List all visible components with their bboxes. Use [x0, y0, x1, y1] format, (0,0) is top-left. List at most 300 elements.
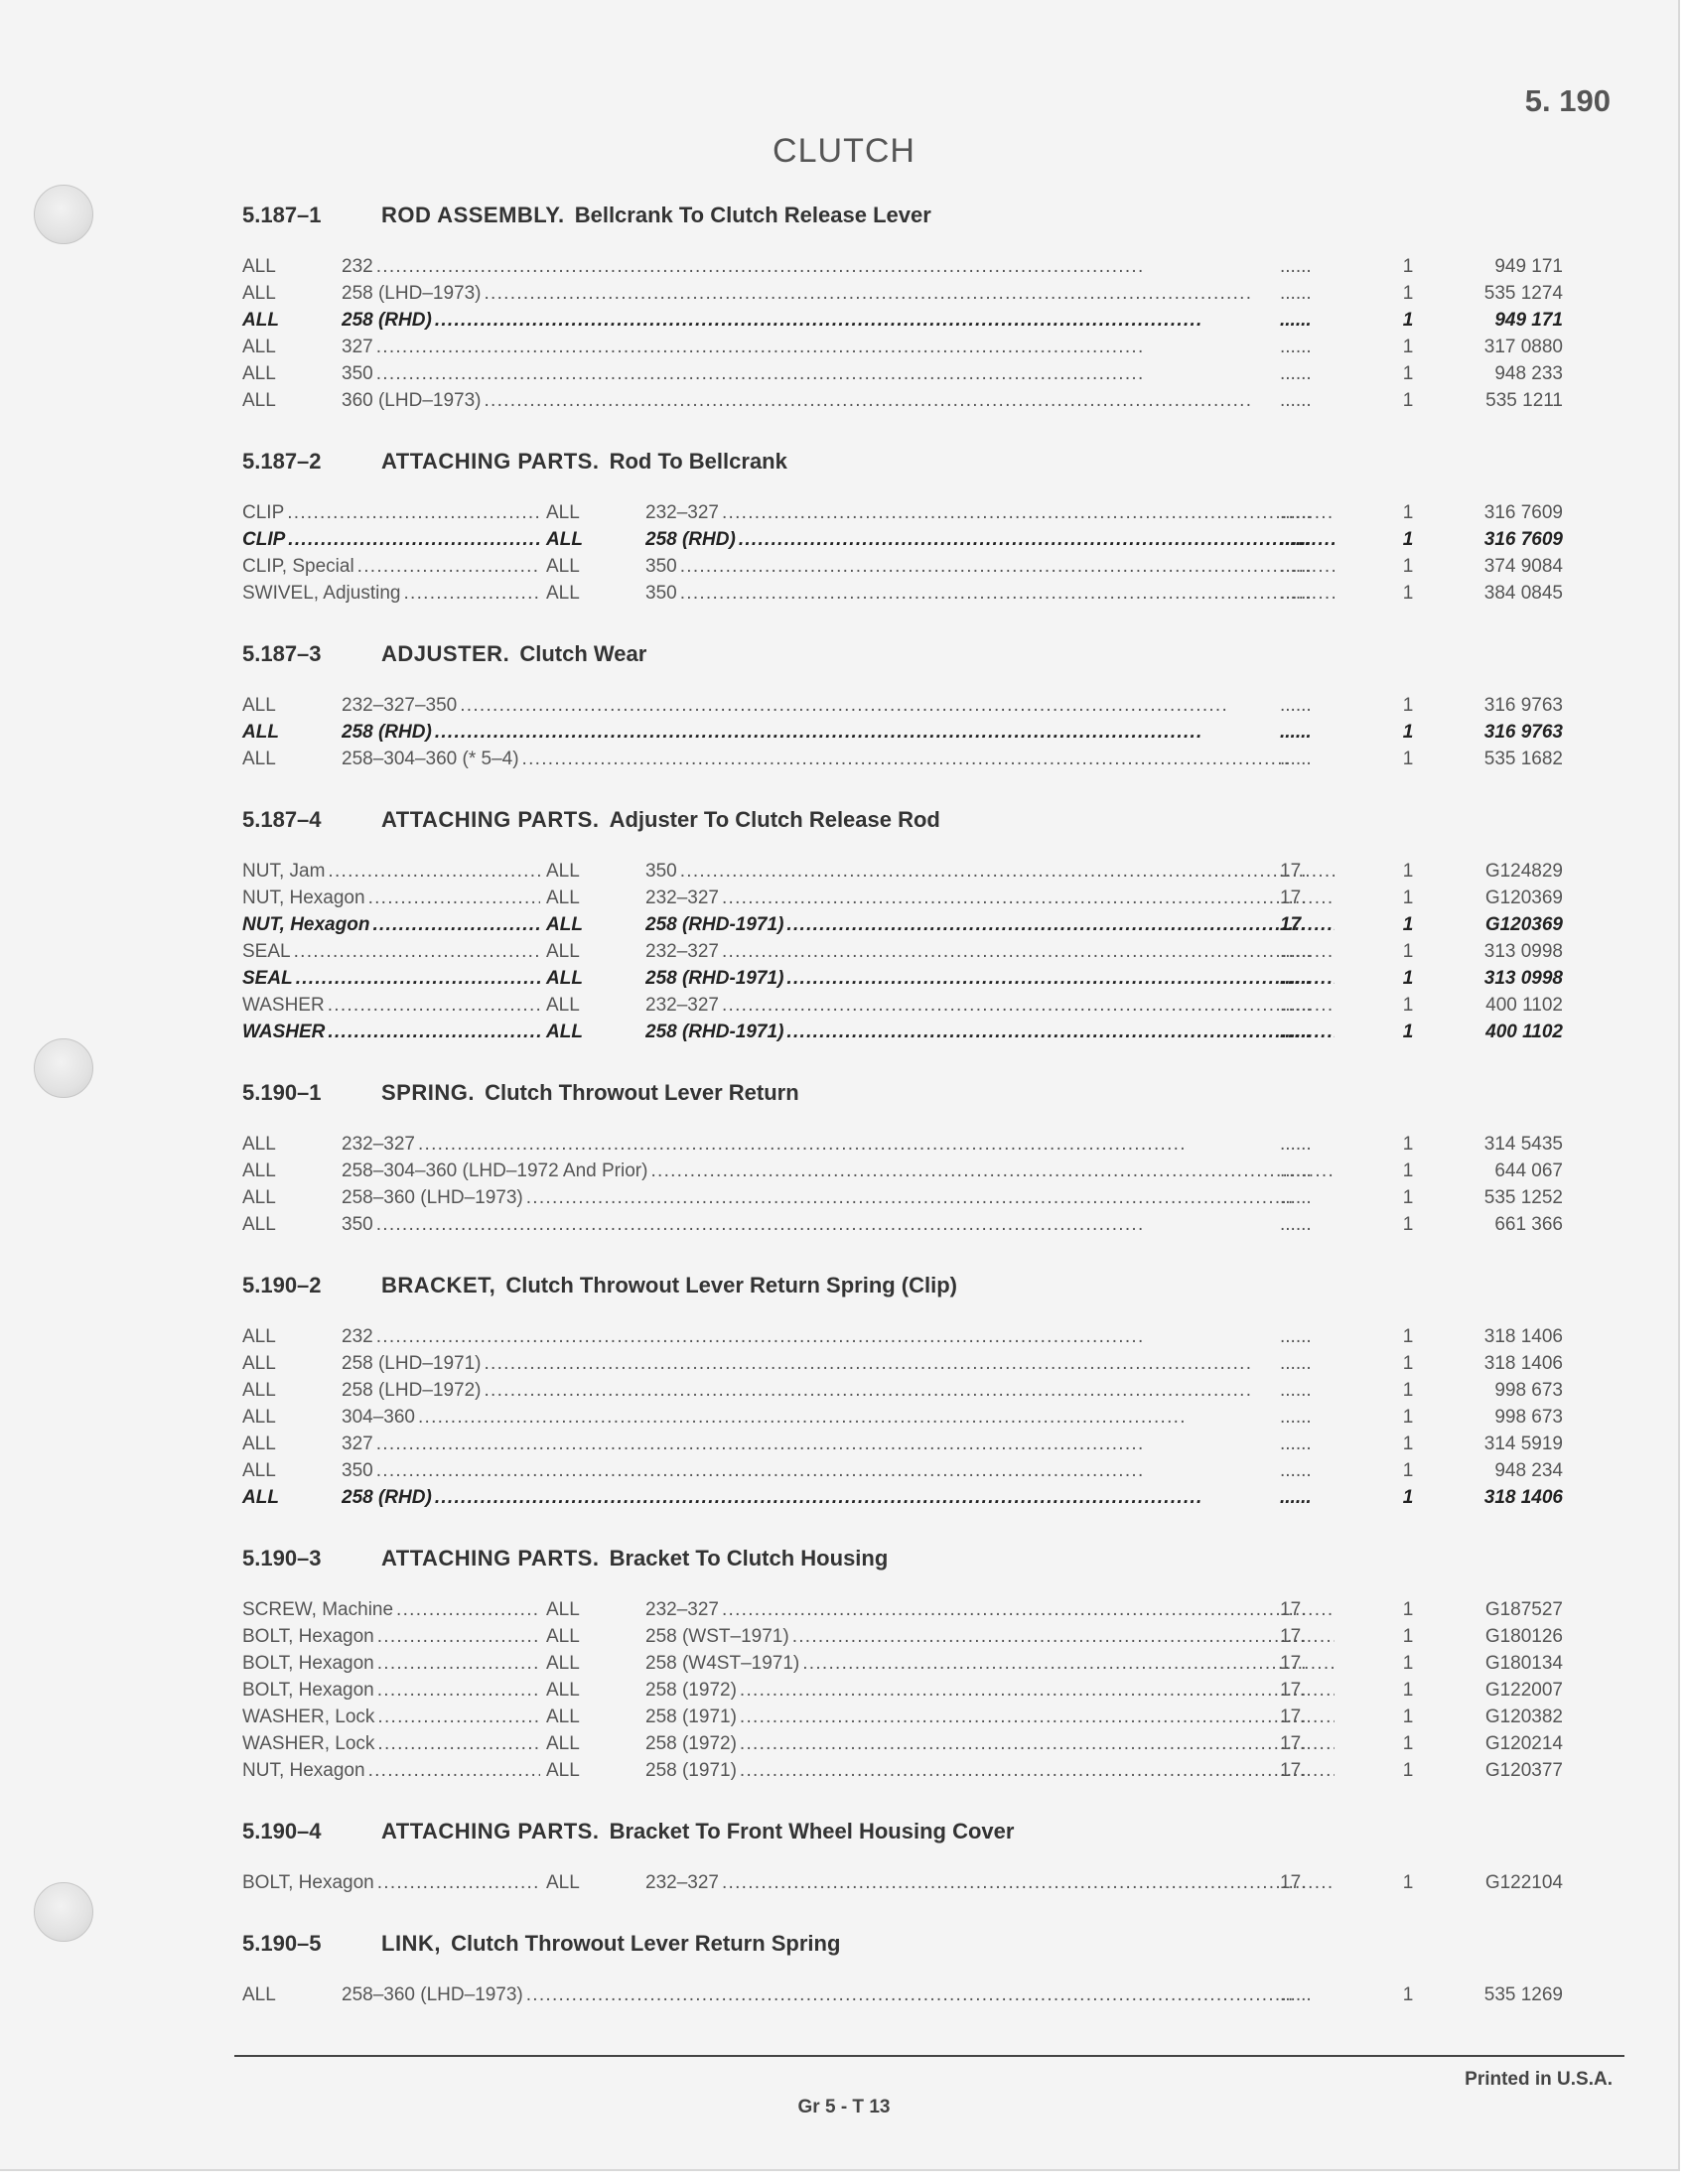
part-description: BOLT, Hexagon: [242, 1626, 374, 1647]
binder-hole: [34, 1882, 93, 1942]
parts-row: [242, 858, 1563, 885]
part-number: G120369: [1484, 887, 1563, 908]
model: 350: [645, 583, 677, 604]
part-description: NUT, Hexagon: [242, 887, 365, 908]
parts-row: [242, 253, 1563, 280]
part-description: WASHER: [242, 1022, 326, 1042]
parts-section: [242, 442, 1563, 607]
leader-dots: [523, 1981, 1335, 2008]
parts-row: [242, 1184, 1563, 1211]
part-description: SCREW, Machine: [242, 1599, 394, 1620]
leader-dots: [783, 911, 1335, 938]
part-description-cell: [242, 1730, 540, 1757]
group-number: 17.: [1280, 1626, 1307, 1647]
quantity: 1: [1402, 310, 1414, 331]
model-cell: [645, 965, 1335, 992]
applicability: ALL: [242, 256, 276, 277]
part-number: 374 9084: [1483, 556, 1563, 577]
section-description: Clutch Throwout Lever Return Spring: [451, 1931, 841, 1956]
group-number: 17.: [1280, 1680, 1307, 1701]
parts-rows: [242, 1596, 1563, 1784]
parts-rows: [242, 692, 1563, 772]
group-number: ......: [1280, 556, 1312, 577]
section-description: Clutch Throwout Lever Return Spring (Clip): [505, 1273, 958, 1297]
quantity: 1: [1402, 390, 1414, 411]
model: 258 (LHD–1971): [342, 1353, 482, 1374]
model: 258 (RHD): [342, 310, 432, 331]
section-name: ATTACHING PARTS.: [381, 449, 600, 474]
quantity: 1: [1402, 1160, 1414, 1181]
part-number: 313 0998: [1483, 968, 1563, 989]
part-description-cell: [242, 1650, 540, 1677]
leader-dots: [719, 938, 1335, 965]
quantity: 1: [1402, 1353, 1414, 1374]
quantity: 1: [1402, 968, 1414, 989]
leader-dots: [783, 965, 1335, 992]
parts-row: [242, 1377, 1563, 1404]
part-description: NUT, Hexagon: [242, 914, 370, 935]
model-cell: [342, 692, 1335, 719]
group-number: ......: [1280, 337, 1312, 357]
section-number: 5.190–5: [242, 1931, 322, 1956]
parts-row: [242, 1596, 1563, 1623]
part-number: G122104: [1484, 1872, 1563, 1893]
section-name: LINK,: [381, 1931, 441, 1956]
group-number: ......: [1280, 1326, 1312, 1347]
leader-dots: [432, 719, 1335, 746]
section-heading: [242, 1539, 1563, 1578]
model: 232–327: [645, 995, 719, 1016]
model: 258 (RHD-1971): [645, 1022, 784, 1042]
quantity: 1: [1402, 749, 1414, 769]
part-description: WASHER: [242, 995, 325, 1016]
model: 258 (RHD-1971): [645, 914, 784, 935]
part-number: 535 1252: [1483, 1187, 1563, 1208]
section-description: Bellcrank To Clutch Release Lever: [574, 203, 931, 227]
part-description-cell: [242, 1869, 540, 1896]
model: 258–304–360 (* 5–4): [342, 749, 519, 769]
leader-dots: [457, 692, 1335, 719]
group-number: ......: [1280, 1214, 1312, 1235]
group-number: ......: [1280, 363, 1312, 384]
page-code: Gr 5 - T 13: [797, 2097, 891, 2117]
leader-dots: [736, 526, 1335, 553]
group-number: ......: [1280, 1022, 1312, 1042]
part-number: 317 0880: [1483, 337, 1563, 357]
part-number: 644 067: [1494, 1160, 1563, 1181]
model: 232: [342, 256, 373, 277]
leader-dots: [373, 1211, 1335, 1238]
leader-dots: [325, 1019, 540, 1045]
part-description: NUT, Hexagon: [242, 1760, 365, 1781]
parts-row: [242, 553, 1563, 580]
section-number: 5.187–1: [242, 203, 322, 227]
section-name: ADJUSTER.: [381, 641, 510, 666]
applicability: ALL: [242, 363, 276, 384]
model-cell: [342, 1211, 1335, 1238]
model: 258 (RHD): [342, 722, 432, 743]
part-number: 535 1211: [1485, 390, 1563, 411]
part-description-cell: [242, 553, 540, 580]
group-number: ......: [1280, 310, 1312, 331]
parts-row: [242, 1431, 1563, 1457]
model-cell: [342, 746, 1335, 772]
quantity: 1: [1402, 1733, 1414, 1754]
model-cell: [342, 360, 1335, 387]
model-cell: [342, 1323, 1335, 1350]
leader-dots: [325, 858, 540, 885]
group-number: ......: [1280, 995, 1312, 1016]
quantity: 1: [1402, 914, 1414, 935]
group-number: ......: [1280, 1984, 1312, 2005]
part-number: 535 1682: [1483, 749, 1563, 769]
model-cell: [342, 1981, 1335, 2008]
applicability: ALL: [242, 1187, 276, 1208]
quantity: 1: [1402, 1433, 1414, 1454]
model: 360 (LHD–1973): [342, 390, 482, 411]
leader-dots: [365, 1757, 540, 1784]
model-cell: [342, 280, 1335, 307]
leader-dots: [481, 280, 1335, 307]
leader-dots: [393, 1596, 540, 1623]
quantity: 1: [1402, 1599, 1414, 1620]
applicability: ALL: [546, 914, 583, 935]
leader-dots: [432, 1484, 1335, 1511]
model-cell: [645, 938, 1335, 965]
leader-dots: [373, 1431, 1335, 1457]
section-number: 5.190–4: [242, 1819, 322, 1843]
applicability: ALL: [242, 1984, 276, 2005]
model: 350: [342, 1460, 373, 1481]
quantity: 1: [1402, 1984, 1414, 2005]
quantity: 1: [1402, 722, 1414, 743]
group-number: ......: [1280, 502, 1312, 523]
group-number: ......: [1280, 1134, 1312, 1155]
quantity: 1: [1402, 1626, 1414, 1647]
group-number: 17.: [1280, 1872, 1307, 1893]
section-number: 5.187–3: [242, 641, 322, 666]
applicability: ALL: [242, 749, 276, 769]
model: 304–360: [342, 1407, 415, 1428]
leader-dots: [783, 1019, 1335, 1045]
model-cell: [645, 1730, 1335, 1757]
page-number: 5. 190: [1524, 83, 1611, 118]
part-number: 316 9763: [1483, 722, 1563, 743]
part-number: 998 673: [1494, 1407, 1563, 1428]
parts-row: [242, 719, 1563, 746]
group-number: ......: [1280, 390, 1312, 411]
model-cell: [645, 1704, 1335, 1730]
group-number: ......: [1280, 1460, 1312, 1481]
applicability: ALL: [546, 1872, 580, 1893]
part-number: 318 1406: [1483, 1487, 1563, 1508]
group-number: ......: [1280, 749, 1312, 769]
applicability: ALL: [242, 1407, 276, 1428]
model-cell: [645, 553, 1335, 580]
parts-row: [242, 1457, 1563, 1484]
part-description-cell: [242, 499, 540, 526]
parts-row: [242, 1650, 1563, 1677]
model-cell: [645, 911, 1335, 938]
applicability: ALL: [546, 1733, 580, 1754]
part-description-cell: [242, 911, 540, 938]
leader-dots: [737, 1704, 1335, 1730]
parts-row: [242, 1350, 1563, 1377]
model: 232–327–350: [342, 695, 458, 716]
part-description-cell: [242, 580, 540, 607]
quantity: 1: [1402, 1487, 1414, 1508]
part-description: NUT, Jam: [242, 861, 326, 882]
model: 258–304–360 (LHD–1972 And Prior): [342, 1160, 648, 1181]
part-description-cell: [242, 1757, 540, 1784]
leader-dots: [373, 1457, 1335, 1484]
part-description-cell: [242, 1704, 540, 1730]
model: 232–327: [342, 1134, 415, 1155]
parts-rows: [242, 1869, 1563, 1896]
section-description: Bracket To Clutch Housing: [609, 1546, 889, 1570]
part-number: G180126: [1484, 1626, 1563, 1647]
leader-dots: [677, 580, 1335, 607]
quantity: 1: [1402, 1680, 1414, 1701]
applicability: ALL: [546, 941, 580, 962]
leader-dots: [719, 885, 1335, 911]
model: 258 (RHD): [645, 529, 736, 550]
part-description: SEAL: [242, 941, 291, 962]
section-description: Bracket To Front Wheel Housing Cover: [609, 1819, 1015, 1843]
model: 258 (WST–1971): [645, 1626, 789, 1647]
parts-row: [242, 938, 1563, 965]
quantity: 1: [1402, 337, 1414, 357]
applicability: ALL: [546, 529, 583, 550]
model-cell: [645, 1757, 1335, 1784]
parts-row: [242, 1677, 1563, 1704]
group-number: ......: [1280, 1187, 1312, 1208]
part-number: 948 233: [1494, 363, 1563, 384]
model-cell: [342, 1457, 1335, 1484]
quantity: 1: [1402, 1460, 1414, 1481]
part-description: CLIP: [242, 529, 286, 550]
part-description: SWIVEL, Adjusting: [242, 583, 401, 604]
model: 350: [342, 363, 373, 384]
quantity: 1: [1402, 363, 1414, 384]
section-description: Clutch Wear: [519, 641, 647, 666]
parts-row: [242, 334, 1563, 360]
leader-dots: [719, 992, 1335, 1019]
parts-section: [242, 1924, 1563, 2008]
quantity: 1: [1402, 695, 1414, 716]
applicability: ALL: [242, 310, 279, 331]
model-cell: [342, 307, 1335, 334]
applicability: ALL: [242, 337, 276, 357]
part-number: 400 1102: [1485, 1022, 1563, 1042]
leader-dots: [415, 1131, 1335, 1158]
leader-dots: [373, 1323, 1335, 1350]
model: 350: [645, 861, 677, 882]
parts-row: [242, 1484, 1563, 1511]
section-heading: [242, 442, 1563, 481]
quantity: 1: [1402, 502, 1414, 523]
applicability: ALL: [242, 1433, 276, 1454]
parts-section: [242, 800, 1563, 1045]
section-number: 5.190–1: [242, 1080, 322, 1105]
leader-dots: [719, 499, 1335, 526]
part-number: 318 1406: [1483, 1353, 1563, 1374]
quantity: 1: [1402, 256, 1414, 277]
part-number: 314 5435: [1483, 1134, 1563, 1155]
parts-row: [242, 1757, 1563, 1784]
leader-dots: [293, 965, 540, 992]
parts-section: [242, 634, 1563, 772]
model-cell: [342, 1131, 1335, 1158]
section-description: Rod To Bellcrank: [609, 449, 787, 474]
part-description-cell: [242, 965, 540, 992]
part-number: G120382: [1484, 1706, 1563, 1727]
model: 258 (1972): [645, 1680, 737, 1701]
leader-dots: [799, 1650, 1335, 1677]
part-description-cell: [242, 526, 540, 553]
parts-section: [242, 1812, 1563, 1896]
leader-dots: [374, 1677, 540, 1704]
part-description-cell: [242, 1019, 540, 1045]
model: 350: [645, 556, 677, 577]
parts-rows: [242, 858, 1563, 1045]
section-heading: [242, 634, 1563, 674]
section-number: 5.187–2: [242, 449, 322, 474]
leader-dots: [677, 858, 1335, 885]
group-number: ......: [1280, 1433, 1312, 1454]
model: 232: [342, 1326, 373, 1347]
part-number: G120369: [1484, 914, 1563, 935]
quantity: 1: [1402, 1706, 1414, 1727]
model-cell: [645, 1869, 1335, 1896]
quantity: 1: [1402, 995, 1414, 1016]
applicability: ALL: [546, 1706, 580, 1727]
quantity: 1: [1402, 1214, 1414, 1235]
section-description: Adjuster To Clutch Release Rod: [609, 807, 940, 832]
leader-dots: [719, 1596, 1335, 1623]
model: 232–327: [645, 941, 719, 962]
section-name: SPRING.: [381, 1080, 475, 1105]
leader-dots: [354, 553, 540, 580]
applicability: ALL: [546, 1760, 580, 1781]
parts-list: [242, 196, 1563, 2036]
printed-in-note: Printed in U.S.A.: [1465, 2069, 1613, 2090]
section-heading: [242, 800, 1563, 840]
group-number: ......: [1280, 583, 1312, 604]
model-cell: [342, 1484, 1335, 1511]
part-description: CLIP: [242, 502, 285, 523]
leader-dots: [523, 1184, 1335, 1211]
group-number: ......: [1280, 1487, 1312, 1508]
model-cell: [645, 885, 1335, 911]
parts-row: [242, 1730, 1563, 1757]
quantity: 1: [1402, 1407, 1414, 1428]
page-title: CLUTCH: [773, 132, 915, 170]
parts-row: [242, 1158, 1563, 1184]
applicability: ALL: [546, 1599, 580, 1620]
group-number: 17.: [1280, 1599, 1307, 1620]
binder-hole: [34, 1038, 93, 1098]
group-number: 17.: [1280, 1733, 1307, 1754]
parts-row: [242, 885, 1563, 911]
part-number: 400 1102: [1485, 995, 1563, 1016]
model-cell: [342, 253, 1335, 280]
group-number: ......: [1280, 256, 1312, 277]
group-number: 17.: [1280, 861, 1307, 882]
model: 258 (RHD-1971): [645, 968, 784, 989]
section-number: 5.190–2: [242, 1273, 322, 1297]
part-description: WASHER, Lock: [242, 1706, 375, 1727]
applicability: ALL: [546, 1680, 580, 1701]
applicability: ALL: [546, 968, 583, 989]
parts-row: [242, 692, 1563, 719]
section-description: Clutch Throwout Lever Return: [485, 1080, 799, 1105]
section-name: BRACKET,: [381, 1273, 496, 1297]
applicability: ALL: [242, 695, 276, 716]
leader-dots: [374, 1623, 540, 1650]
model: 258 (1971): [645, 1760, 737, 1781]
parts-row: [242, 1211, 1563, 1238]
leader-dots: [519, 746, 1335, 772]
applicability: ALL: [242, 1487, 279, 1508]
part-description: CLIP, Special: [242, 556, 354, 577]
leader-dots: [737, 1757, 1335, 1784]
leader-dots: [432, 307, 1335, 334]
leader-dots: [373, 360, 1335, 387]
applicability: ALL: [242, 1353, 276, 1374]
leader-dots: [481, 387, 1335, 414]
quantity: 1: [1402, 529, 1414, 550]
parts-section: [242, 1073, 1563, 1238]
section-name: ROD ASSEMBLY.: [381, 203, 565, 227]
applicability: ALL: [546, 887, 580, 908]
model: 258 (1971): [645, 1706, 737, 1727]
part-number: 316 9763: [1483, 695, 1563, 716]
leader-dots: [374, 1650, 540, 1677]
applicability: ALL: [546, 556, 580, 577]
section-number: 5.187–4: [242, 807, 322, 832]
parts-row: [242, 387, 1563, 414]
model-cell: [342, 387, 1335, 414]
part-number: 384 0845: [1483, 583, 1563, 604]
model-cell: [645, 580, 1335, 607]
leader-dots: [284, 499, 540, 526]
model-cell: [342, 334, 1335, 360]
applicability: ALL: [242, 1326, 276, 1347]
applicability: ALL: [242, 1134, 276, 1155]
parts-row: [242, 965, 1563, 992]
section-heading: [242, 1073, 1563, 1113]
model-cell: [645, 1677, 1335, 1704]
group-number: ......: [1280, 1353, 1312, 1374]
part-number: G180134: [1484, 1653, 1563, 1674]
quantity: 1: [1402, 556, 1414, 577]
model: 258–360 (LHD–1973): [342, 1187, 523, 1208]
leader-dots: [373, 253, 1335, 280]
model-cell: [645, 1650, 1335, 1677]
model-cell: [342, 1158, 1335, 1184]
part-description: BOLT, Hexagon: [242, 1872, 374, 1893]
parts-rows: [242, 253, 1563, 414]
model-cell: [342, 719, 1335, 746]
model-cell: [342, 1404, 1335, 1431]
group-number: ......: [1280, 1407, 1312, 1428]
model-cell: [645, 992, 1335, 1019]
model: 350: [342, 1214, 373, 1235]
model: 258 (LHD–1972): [342, 1380, 482, 1401]
part-number: 535 1274: [1483, 283, 1563, 304]
quantity: 1: [1402, 887, 1414, 908]
